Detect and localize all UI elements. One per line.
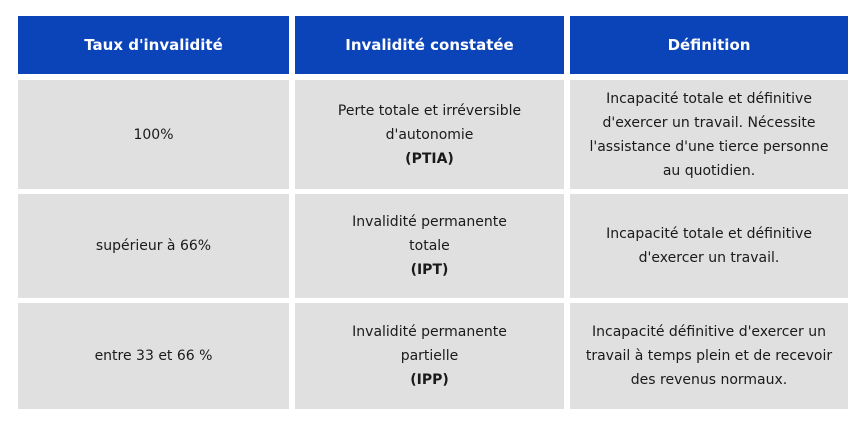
table-row [18,303,848,409]
constat-cell [295,80,564,189]
constat-cell [295,194,564,298]
constat-line: d'autonomie [385,126,474,143]
abbreviation: (PTIA) [405,150,454,167]
abbreviation: (IPP) [410,372,449,388]
table-row [18,194,848,298]
constat-cell [295,303,564,409]
header-invalidite: Invalidité constatée [295,16,564,74]
table-row [18,80,848,189]
constat-line: Invalidité permanente [352,324,507,340]
constat-line: Invalidité permanente [352,214,507,230]
rate-cell: 100% [18,80,289,189]
constat-line: partielle [400,348,459,364]
definition-cell: Incapacité totale et définitive d'exercer un travail. Nécessite l'assistance d'une tierce personne au quotidien. [570,80,848,189]
rate-cell: supérieur à 66% [18,194,289,298]
constat-line: Perte totale et irréversible [337,102,522,119]
definition-cell: Incapacité définitive d'exercer un travail à temps plein et de recevoir des revenus normaux. [570,303,848,409]
header-definition: Définition [570,16,848,74]
table-header-row [18,16,848,74]
invalidity-table [18,16,848,409]
header-taux: Taux d'invalidité [18,16,289,74]
constat-line: totale [409,238,450,254]
rate-cell: entre 33 et 66 % [18,303,289,409]
definition-cell: Incapacité totale et définitive d'exercer un travail. [570,194,848,298]
abbreviation: (IPT) [410,262,449,278]
